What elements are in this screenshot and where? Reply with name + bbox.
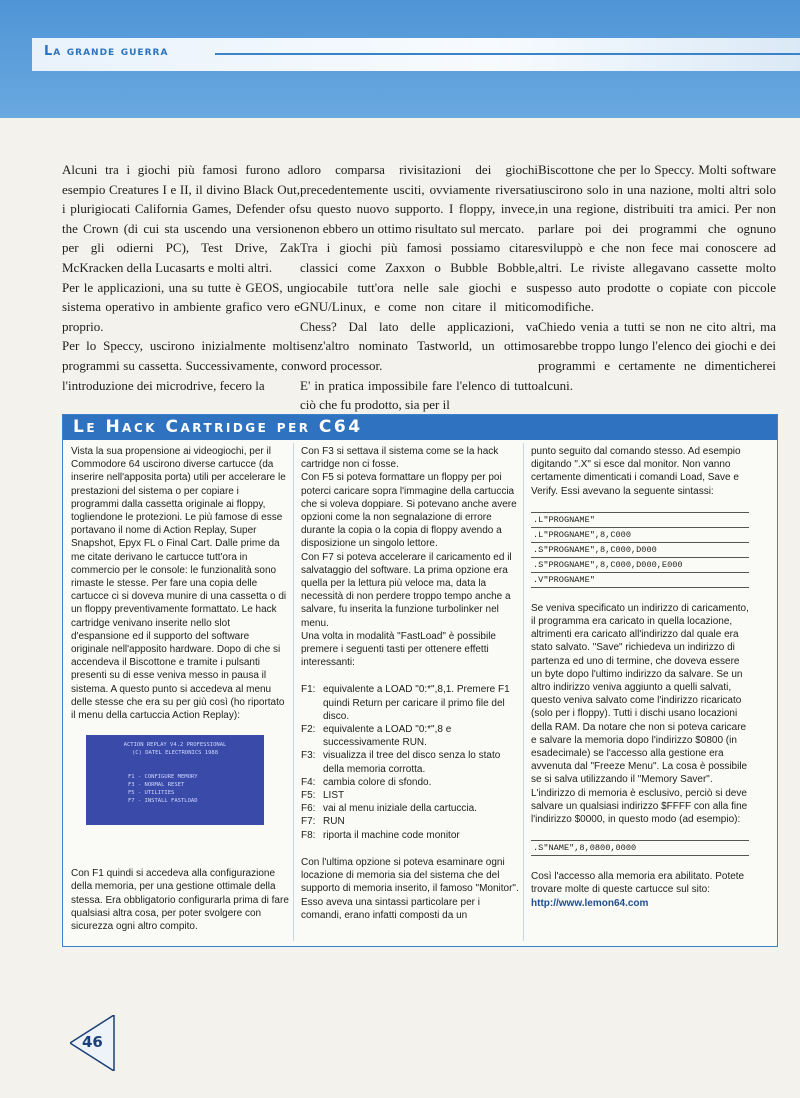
paragraph: Se veniva specificato un indirizzo di caricamento, il programma era caricato in quella locazione, altrimenti era caricato all'indirizzo dal quale era stato salvato. "Save" richiedeva un indirizzo di partenza ed uno di termine, che doveva essere un byte dopo l'ultimo indirizzo da salvare. Se un altro indirizzo veniva aggiunto a quelli salvati, questo veniva salvato come l'indirizzo ricaricato (solo per i floppy). Tutti i dischi usano locazioni della RAM. Da notare che non si poteva caricare e salvare la memoria dopo l'indirizzo $0800 (in esadecimale) se l'accesso alla gestione era avvenuta dal "Freeze Menu". La cosa è possibile se si salva utilizzando il "Memory Saver". L'indirizzo di memoria è esclusivo, perciò si deve salvare un qualsiasi indirizzo $FFFF con alla fine l'indirizzo $0000, in questo modo (ad esempio): — [531, 602, 749, 826]
screen-menu — [86, 773, 264, 805]
fkey-label: F6: — [301, 803, 316, 815]
code-line: .S"PROGNAME",8,C000,D000 — [531, 543, 749, 558]
fkey-label: F1: — [301, 684, 316, 696]
paragraph: Tra i giochi più famosi possiamo citare classici come Zaxxon o Bubble Bobble, giocabile tutt'ora nelle sale giochi e su GNU/Linux, e come non citare il mitico Chess? Dal lato delle applicazioni, va senz'altro nominato Tastworld, un ottimo word processor. — [300, 240, 538, 373]
screen-menu-item: F7 - INSTALL FASTLOAD — [128, 798, 198, 805]
box-column-1 — [71, 445, 289, 933]
paragraph: E' in pratica impossibile fare l'elenco di tutto ciò che fu prodotto, sia per il — [300, 377, 538, 413]
fkey-desc: equivalente a LOAD "0:*",8,1. Premere F1 quindi Return per caricare il primo file del disco. — [323, 684, 510, 722]
website-link[interactable]: http://www.lemon64.com — [531, 897, 649, 909]
fkey-desc: equivalente a LOAD "0:*",8 e successivamente RUN. — [323, 724, 452, 749]
column-divider — [523, 443, 524, 941]
article-column-2 — [300, 160, 538, 415]
code-line: .L"PROGNAME" — [531, 513, 749, 528]
box-header — [63, 415, 777, 440]
paragraph: Così l'accesso alla memoria era abilitato. Potete trovare molte di queste cartucce sul sito: — [531, 871, 745, 896]
fkey-desc: cambia colore di sfondo. — [323, 776, 432, 788]
screen-menu-item: F3 - NORMAL RESET — [128, 782, 185, 789]
fkey-label: F3: — [301, 750, 316, 762]
code-line: .S"PROGNAME",8,C000,D000,E000 — [531, 558, 749, 573]
screen-menu-item: F1 - CONFIGURE MEMORY — [128, 774, 198, 781]
code-line: .S"NAME",8,0800,0000 — [531, 841, 749, 856]
paragraph: loro comparsa rivisitazioni dei giochi precedentemente usciti, ovviamente riversati su questo nuovo supporto. I floppy, invece, non ebbero un ottimo risultato sul mercato. — [300, 162, 538, 236]
paragraph: Chiedo venia a tutti se non ne cito altri, ma sarebbe troppo lungo l'elenco dei giochi e dei programmi e certamente ne dimenticherei alcuni. — [538, 318, 776, 393]
screen-menu-item: F5 - UTILITIES — [128, 790, 175, 797]
header-rule — [215, 53, 800, 55]
paragraph: Con l'ultima opzione si poteva esaminare ogni locazione di memoria sia del sistema che del supporto di memoria inserito, il famoso "Monitor". Esso aveva una sintassi particolare per i comandi, erano infatti composti da un — [301, 856, 519, 921]
paragraph: Per le applicazioni, una su tutte è GEOS, un sistema operativo in ambiente grafico vero e proprio. — [62, 279, 300, 334]
fkey-label: F5: — [301, 790, 316, 802]
fkey-list — [301, 683, 519, 841]
fkey-desc: riporta il machine code monitor — [323, 829, 460, 841]
paragraph: Con F5 si poteva formattare un floppy per poi poterci caricare sopra l'immagine della cartuccia che si voleva doppiare. Si potevano anche avere opzioni come la non segnalazione di errore durante la copia o la copia di floppy avendo a disposizione un singolo lettore. — [301, 472, 517, 550]
fkey-desc: visualizza il tree del disco senza lo stato della memoria corrotta. — [323, 750, 501, 775]
paragraph: Una volta in modalità "FastLoad" è possibile premere i seguenti tasti per ottenere effetti interessanti: — [301, 630, 496, 669]
fkey-desc: RUN — [323, 816, 345, 828]
fkey-item — [301, 776, 519, 789]
fkey-desc: vai al menu iniziale della cartuccia. — [323, 803, 477, 815]
page-number: 46 — [82, 1033, 103, 1051]
fkey-item — [301, 789, 519, 802]
column-divider — [293, 443, 294, 941]
code-listing — [531, 512, 749, 588]
box-title: Le Hack Cartridge per C64 — [73, 417, 363, 437]
fkey-label: F4: — [301, 776, 316, 788]
paragraph: Biscottone che per lo Speccy. Molti software uscirono solo in una nazione, molti altri solo in una regione, distribuiti tra amici. Per non parlare poi dei programmi che ognuno sviluppò e che non fece mai conoscere ad altri. Le riviste allegavano cassette molto spesso auto prodotte o copiate con piccole modifiche. — [538, 162, 776, 315]
code-line: .L"PROGNAME",8,C000 — [531, 528, 749, 543]
box-column-3 — [531, 445, 749, 910]
fkey-label: F7: — [301, 816, 316, 828]
sidebar-box — [62, 414, 778, 947]
article-column-3 — [538, 160, 776, 395]
fkey-label: F2: — [301, 724, 316, 736]
paragraph: punto seguito dal comando stesso. Ad esempio digitando ".X" si esce dal monitor. Non vanno certamente dimenticati i comandi Load, Save e Verify. Essi avevano la seguente sintassi: — [531, 446, 741, 497]
fkey-item — [301, 815, 519, 828]
paragraph: Vista la sua propensione ai videogiochi, per il Commodore 64 uscirono diverse cartucce (da inserire nell'apposita porta) utili per accelerare le prestazioni del sistema o per copiare i programmi dalla cassetta originale ai floppy, togliendone le protezioni. Le più famose di esse portavano il nome di Action Replay, Super Snapshot, Epyx FL o Final Cart. Dalle prime da me citate derivano le cartucce tutt'ora in commercio per le console: le funzionalità sono rimaste le stesse. Per fare una copia delle cartucce ci si doveva munire di una cassetta o di un floppy preventivamente formattato. Le hack cartridge venivano inserite nello slot d'espansione ed il supporto del software originale nell'apposito hardware. Dopo di che si accendeva il Biscottone e tramite i pulsanti presenti su di esse veniva messo in pausa il sistema. A questo punto si accedeva al menu delle stesse che era su per giù così (ho riportato il menu della cartuccia Action Replay): — [71, 446, 287, 722]
fkey-desc: LIST — [323, 790, 345, 802]
fkey-item — [301, 683, 519, 723]
action-replay-screen — [86, 735, 264, 825]
box-column-2 — [301, 445, 519, 922]
section-title: La grande guerra — [44, 44, 169, 59]
paragraph: Con F1 quindi si accedeva alla configurazione della memoria, per una gestione ottimale della stessa. Era obbligatorio configurarla prima di fare qualsiasi altra cosa, per poter svolgere con sicurezza ogni altro compito. — [71, 868, 289, 933]
fkey-item — [301, 723, 519, 749]
fkey-item — [301, 829, 519, 842]
paragraph: Per lo Speccy, uscirono inizialmente molti programmi su cassetta. Successivamente, con l'introduzione dei microdrive, fecero la — [62, 338, 300, 393]
fkey-item — [301, 802, 519, 815]
fkey-item — [301, 749, 519, 775]
paragraph: Con F3 si settava il sistema come se la hack cartridge non ci fosse. — [301, 446, 499, 471]
code-line: .V"PROGNAME" — [531, 573, 749, 588]
screen-line: (C) DATEL ELECTRONICS 1988 — [131, 750, 219, 757]
screen-line: ACTION REPLAY V4.2 PROFESSIONAL — [123, 742, 227, 749]
paragraph: Con F7 si poteva accelerare il caricamento ed il salvataggio del software. La prima opzione era quella per la lettura più veloce ma, data la necessità di non perdere troppo tempo anche a salvare, fu inserita la funzione turbolinker nel menu. — [301, 551, 512, 629]
fkey-label: F8: — [301, 829, 316, 841]
article-column-1 — [62, 160, 300, 395]
code-listing — [531, 840, 749, 856]
paragraph: Alcuni tra i giochi più famosi furono ad esempio Creatures I e II, il divino Black Out, i plurigiocati California Games, Defender of the Crown (di cui sta uscendo una versione per gli odierni PC), Test Drive, Zak McKracken della Lucasarts e molti altri. — [62, 162, 300, 275]
